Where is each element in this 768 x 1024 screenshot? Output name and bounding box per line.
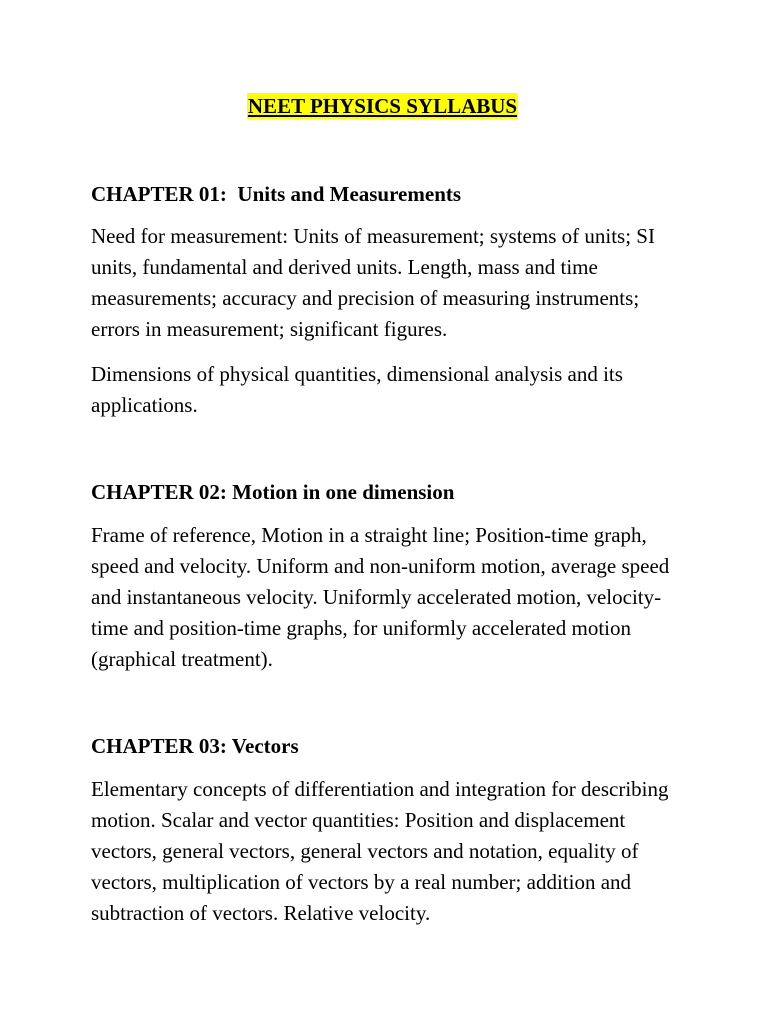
document-title: NEET PHYSICS SYLLABUS [247, 94, 518, 118]
chapter-paragraph: Dimensions of physical quantities, dimensional analysis and its applications. [91, 362, 623, 417]
chapter-paragraph: Need for measurement: Units of measurement; systems of units; SI units, fundamental and derived units. Length, mass and time measurements; accuracy and precision of measuring instruments; errors in measurement; significant figures. [91, 224, 655, 341]
chapter-section-03 [91, 733, 691, 929]
title-container [0, 93, 768, 119]
chapter-heading: CHAPTER 01: Units and Measurements [91, 182, 462, 206]
chapter-paragraph: Elementary concepts of differentiation and integration for describing motion. Scalar and vector quantities: Position and displacement vectors, general vectors, general vectors and notation, equality of vectors, multiplication of vectors by a real number; addition and subtraction of vectors. Relative velocity. [91, 777, 669, 925]
chapter-paragraph: Frame of reference, Motion in a straight line; Position-time graph, speed and velocity. Uniform and non-uniform motion, average speed and instantaneous velocity. Uniformly accelerated motion, velocity-time and position-time graphs, for uniformly accelerated motion (graphical treatment). [91, 523, 670, 671]
chapter-section-02 [91, 479, 691, 675]
chapter-heading: CHAPTER 02: Motion in one dimension [91, 480, 455, 504]
chapter-section-01 [91, 181, 691, 421]
chapter-heading: CHAPTER 03: Vectors [91, 734, 299, 758]
